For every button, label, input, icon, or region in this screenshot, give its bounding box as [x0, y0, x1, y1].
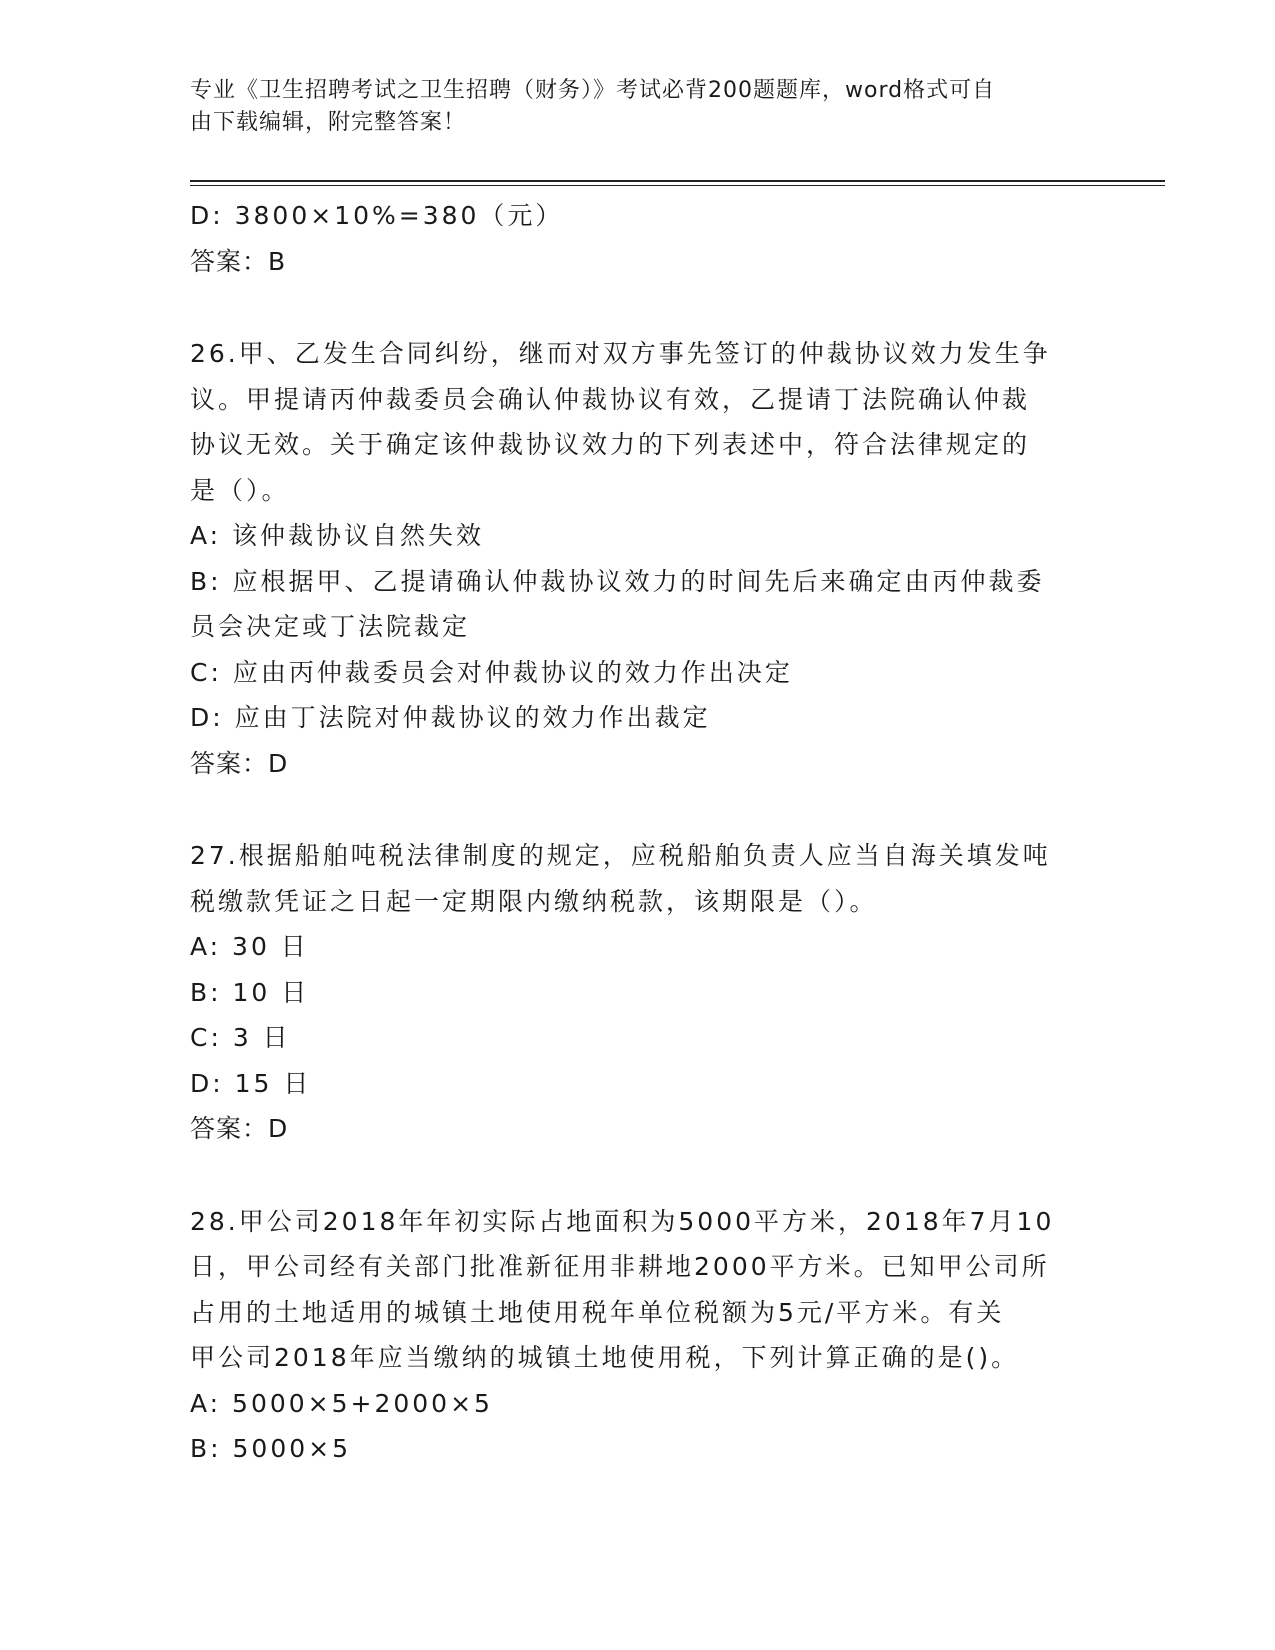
document-header	[190, 75, 1080, 139]
question-27	[190, 833, 1080, 1152]
question-stem-line: 28.甲公司2018年年初实际占地面积为5000平方米，2018年7月10	[190, 1206, 1055, 1236]
option-c: C: 应由丙仲裁委员会对仲裁协议的效力作出决定	[190, 657, 793, 687]
option-c: C: 3 日	[190, 1023, 291, 1052]
option-b: B: 10 日	[190, 977, 310, 1007]
question-stem-line: 甲公司2018年应当缴纳的城镇土地使用税，下列计算正确的是()。	[190, 1343, 1020, 1372]
option-a: A: 30 日	[190, 932, 309, 961]
header-divider-thin	[190, 185, 1165, 186]
question-28	[190, 1199, 1080, 1472]
option-b: B: 5000×5	[190, 1434, 351, 1463]
question-26	[190, 331, 1080, 786]
option-d: D: 15 日	[190, 1068, 312, 1098]
option-b-line-1: B: 应根据甲、乙提请确认仲裁协议效力的时间先后来确定由丙仲裁委	[190, 566, 1045, 596]
question-stem-line: 占用的土地适用的城镇土地使用税年单位税额为5元/平方米。有关	[190, 1297, 1005, 1327]
question-stem-line: 协议无效。关于确定该仲裁协议效力的下列表述中，符合法律规定的	[190, 430, 1031, 459]
question-stem-line: 税缴款凭证之日起一定期限内缴纳税款，该期限是（）。	[190, 886, 878, 916]
answer-line: 答案：D	[190, 1114, 289, 1143]
question-stem-line: 27.根据船舶吨税法律制度的规定，应税船舶负责人应当自海关填发吨	[190, 841, 1051, 870]
option-a: A: 该仲裁协议自然失效	[190, 521, 485, 550]
option-d: D: 3800×10%=380（元）	[190, 201, 564, 230]
option-d: D: 应由丁法院对仲裁协议的效力作出裁定	[190, 703, 711, 732]
header-divider-thick	[190, 180, 1165, 182]
header-line-1: 专业《卫生招聘考试之卫生招聘（财务）》考试必背200题题库，word格式可自	[190, 78, 996, 103]
question-stem-line: 日，甲公司经有关部门批准新征用非耕地2000平方米。已知甲公司所	[190, 1252, 1050, 1281]
header-line-2: 由下载编辑，附完整答案！	[190, 110, 467, 135]
question-25-tail	[190, 193, 1080, 284]
document-body	[190, 193, 1080, 1472]
question-stem-line: 议。甲提请丙仲裁委员会确认仲裁协议有效，乙提请丁法院确认仲裁	[190, 384, 1031, 414]
option-b-line-2: 员会决定或丁法院裁定	[190, 612, 471, 641]
spacer	[190, 284, 1080, 331]
spacer	[190, 1152, 1080, 1199]
question-stem-line: 26.甲、乙发生合同纠纷，继而对双方事先签订的仲裁协议效力发生争	[190, 339, 1051, 368]
answer-line: 答案：D	[190, 748, 289, 778]
answer-line: 答案：B	[190, 246, 287, 276]
option-a: A: 5000×5+2000×5	[190, 1388, 493, 1418]
spacer	[190, 786, 1080, 833]
question-stem-line: 是（）。	[190, 475, 290, 505]
